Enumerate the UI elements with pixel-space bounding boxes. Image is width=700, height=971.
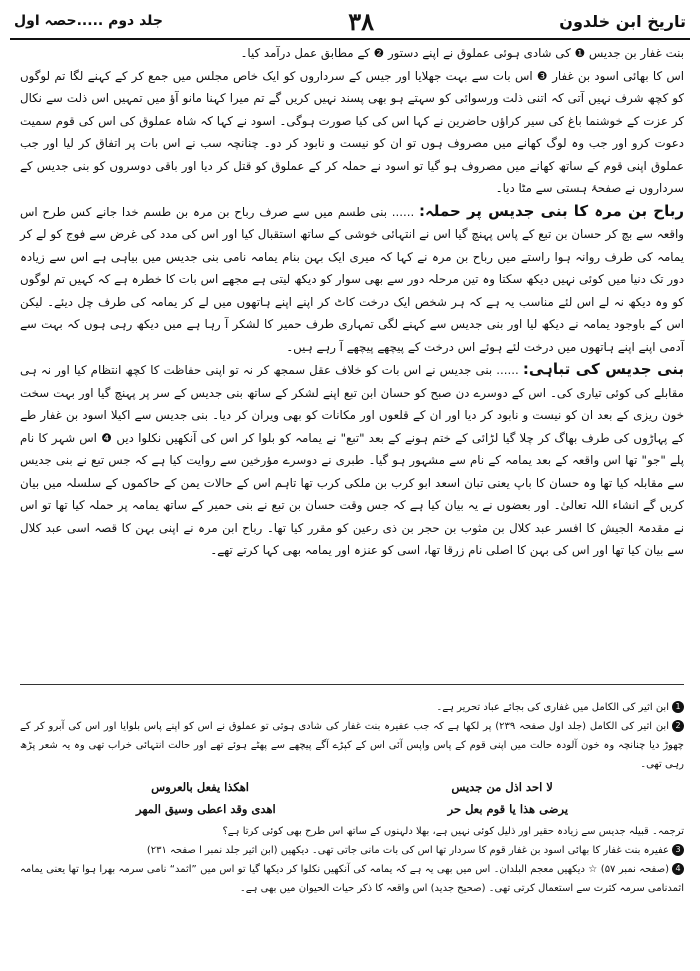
section-text-rabah: ...... بنی طسم میں سے صرف رباح بن مرہ بن طسم خدا جانے کس طرح اس واقعہ سے بچ کر حسان بن تبع کے پاس پہنچ گیا اس نے انتہائی خوشی کے ساتھ استقبال کیا اور اس کی مدد کی غرض سے فوج کو لے کر یمامہ کی طرف روانہ ہوا راستے میں رباح بن مرہ نے کہا کہ میری ایک بہن بنام یمامہ نامی بنی جدیس میں بیاہی ہے اس سے زیادہ دور تک دنیا میں کوئی نہیں دیکھ سکتا وہ تین مرحلہ دور سے بھی سوار کو دیکھ لیتی ہے مجھے اس بات کا خطرہ ہے کہ کہیں تم لوگوں کو وہ دیکھ نہ لے اس لئے مناسب یہ ہے کہ ہر شخص ایک درخت کاٹ کر اپنے اپنے ہاتھوں میں لے کر یمامہ کی طرف چل دیئے۔ لیکن اس کے باوجود یمامہ نے دیکھ لیا اور بنی جدیس سے کہنے لگی تمہاری طرف حمیر کا لشکر آ رہا ہے میں دیکھ رہی ہوں کہ بہت سے آدمی اپنے اپنے ہاتھوں میں درخت لئے ہوئے اس درخت کے پیچھے پیچھے آ رہے ہیں۔ <box>20 204 684 354</box>
section-heading-rabah: رباح بن مرہ کا بنی جدیس پر حملہ: <box>418 201 684 220</box>
footnote-3: 3عفیرہ بنت غفار کا بھائی اسود بن غفار قوم کا سردار تھا اس کی بات مانی جاتی تھی۔ دیکھیں (ابن اثیر جلد نمبر ا صفحہ ۲۳۱) <box>20 841 684 860</box>
book-title: تاریخ ابن خلدون <box>559 11 686 31</box>
footnote-marker-3: 3 <box>672 844 684 856</box>
paragraph-2: اس کا بھائی اسود بن غفار ❸ اس بات سے بہت جھلایا اور جیس کے سرداروں کو ایک خاص مجلس میں جمع کر کے کہنے لگا تم لوگوں کو کچھ شرف نہیں آتی کہ اتنی ذلت ورسوائی کو سہتے ہو بھی پسند نہیں کریں گے تم میرا کہنا مانو آؤ میں تمہیں اس ذلت سے نکال کر عزت کے خوشنما باغ کی سیر کراؤں حاضرین نے کہا اس کی کیا صورت ہوگی۔ اسود نے کہا کہ شاہ عملوق کی اس کی قوم سمیت دعوت کرو اور جب وہ لوگ کھانے میں مصروف ہوں تو ان کو نیست و نابود کر دو۔ چنانچہ سب نے اس بات پر اتفاق کر لیا اور جب عملوق اپنی قوم کے ساتھ کھانے میں مصروف ہو گیا تو اسود نے حملہ کر کے عملوق کو قتل کر دیا اور باقی دوسروں کو بنی جدیس کے سرداروں نے صفحۂ ہستی سے مٹا دیا۔ <box>20 68 684 195</box>
verse-1a: لا احد اذل من جدیس <box>451 780 553 794</box>
verse-translation: ترجمہ۔ قبیلہ جدیس سے زیادہ حقیر اور ذلیل کوئی نہیں ہے، بھلا دلہنوں کے ساتھ اس طرح بھی کوئی کرتا ہے؟ <box>222 826 684 837</box>
header-rule <box>10 38 690 40</box>
main-text <box>20 42 684 562</box>
section-text-jadis: ...... بنی جدیس نے اس بات کو خلاف عقل سمجھ کر نہ تو اپنی حفاظت کا کچھ انتظام کیا اور نہ ہی مقابلے کی کوئی تیاری کی۔ اس کے دوسرے دن صبح کو حسان ابن تبع اپنے لشکر کے ساتھ بنی جدیس کے سر پر پہنچ گیا اور بہت سخت خون ریزی کے بعد ان کو نیست و نابود کر دیا اور ان کے قلعوں اور مکانات کو بھی ویران کر دیا۔ بنی جدیس سے اکیلا اسود بن غفار طے کے پہاڑوں کی طرف بھاگ کر چلا گیا لڑائی کے ختم ہونے کے بعد "تبع" نے یمامہ کو بلوا کر اس کی آنکھیں نکلوا دیں ❹ اس شہر کا نام پلے "جو" تھا اس واقعہ کے بعد یمامہ کے نام سے مشہور ہو گیا۔ طبری نے دوسرے مؤرخین سے روایت کیا ہے کہ جس تبع نے بنی جدیس سے مقابلہ کیا تھا وہ حسان کا باپ یعنی تبان اسعد ابو کرب بن ملکی کرب تھا تاہم اس کے حالات یمن کے حاکموں کے سلسلہ میں بیان کریں گے انشاء اللہ تعالیٰ۔ اور بعضوں نے یہ بیان کیا ہے کہ جس وقت حسان بن تبع نے بنی حمیر کے ساتھ یمامہ پر حملہ کیا تھا تو اس نے مقدمۃ الجیش کا افسر عبد کلال بن مثوب بن حجر بن ذی رعین کو مقرر کیا تھا۔ رباح ابن مرہ نے اپنی بہن کا قصہ اسی عبد کلال سے بیان کیا تھا اور اس کی بہن کا اصلی نام زرقا تھا، اسی کو عنزہ اور یمامہ بھی کہا کرتے تھے۔ <box>20 363 684 557</box>
section-heading-jadis: بنی جدیس کی تباہی: <box>522 360 684 378</box>
section-jadis <box>20 358 684 562</box>
footnote-marker-2: 2 <box>672 720 684 732</box>
footnote-rule <box>20 684 684 685</box>
footnotes <box>20 698 684 898</box>
verse-2a: یرضی ھذا یا قوم بعل حر <box>447 802 569 816</box>
verse-1b: اھکذا یفعل بالعروس <box>151 780 249 794</box>
page-header <box>14 6 686 36</box>
paragraph-1: بنت غفار بن جدیس ❶ کی شادی ہوئی عملوق نے اپنے دستور ❷ کے مطابق عمل درآمد کیا۔ <box>240 46 684 60</box>
footnote-1: 1ابن اثیر کی الکامل میں غفاری کی بجائے عباد تحریر ہے۔ <box>20 698 684 717</box>
footnote-2: 2ابن اثیر کی الکامل (جلد اول صفحہ ۲۳۹) پر لکھا ہے کہ جب عفیرہ بنت غفار کی شادی ہوئی تو عملوق نے اس کو اپنے پاس بلوایا اور اس کی آبرو کر کے چھوڑ دیا چنانچہ وہ خون آلودہ حالت میں اپنی قوم کے پاس واپس آئی اس کے کپڑے آگے پیچھے سے پھٹے ہوئے تھے اور حالت انتہائی خراب تھی وہ یہ شعر پڑھ رہی تھی۔ <box>20 721 684 770</box>
section-rabah <box>20 200 684 359</box>
arabic-verses <box>20 776 684 820</box>
footnote-marker-1: 1 <box>672 701 684 713</box>
page-number: ۳۸ <box>348 6 375 36</box>
verse-2b: اھدی وقد اعطی وسیق المھر <box>135 802 276 816</box>
footnote-4: 4(صفحہ نمبر ۵۷) ☆ دیکھیں معجم البلدان۔ اس میں بھی یہ ہے کہ یمامہ کی آنکھیں نکلوا کر دیکھا گیا تو اس میں ”اثمد“ نامی سرمہ بھرا ہوا تھا یعنی یمامہ اثمدنامی سرمہ کثرت سے استعمال کرتی تھی۔ (صحیح جدید) اس واقعہ کا ذکر حیات الحیوان میں بھی ہے۔ <box>20 864 684 894</box>
volume-label: جلد دوم .....حصہ اول <box>14 13 163 29</box>
footnote-marker-4: 4 <box>672 863 684 875</box>
